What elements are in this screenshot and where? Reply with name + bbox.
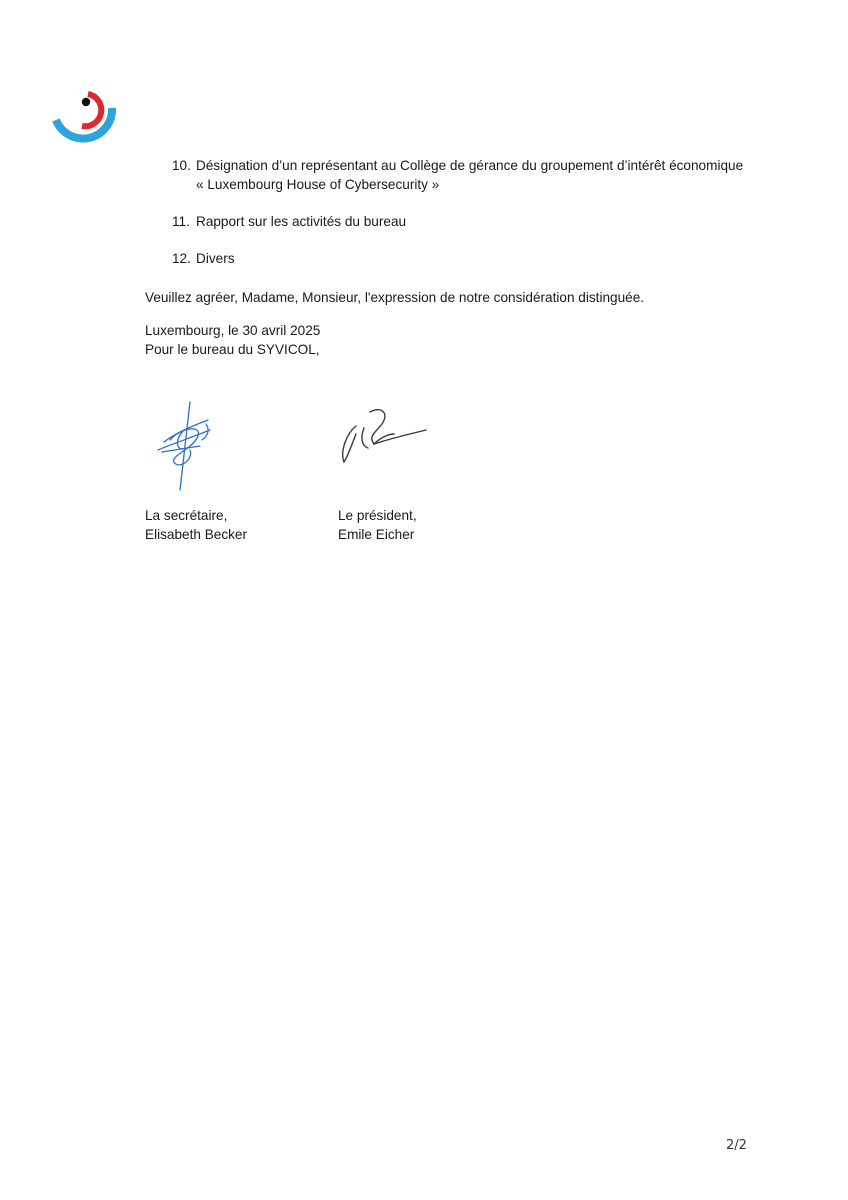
agenda-item-text: Rapport sur les activités du bureau [196, 214, 407, 229]
agenda-list [172, 156, 792, 268]
agenda-item-text: Désignation d’un représentant au Collège de gérance du groupement d’intérêt économique [196, 158, 744, 173]
agenda-item-10 [172, 156, 792, 194]
agenda-item-subtext: « Luxembourg House of Cybersecurity » [196, 177, 440, 192]
agenda-item-number: 12. [172, 251, 191, 266]
closing-formula: Veuillez agréer, Madame, Monsieur, l'expression de notre considération distinguée. [145, 290, 645, 305]
agenda-item-12 [172, 249, 792, 268]
bureau-line: Pour le bureau du SYVICOL, [145, 342, 320, 357]
signatory-name: Elisabeth Becker [145, 527, 248, 542]
syvicol-logo [50, 86, 120, 146]
page-number: 2/2 [726, 1138, 747, 1153]
agenda-item-number: 11. [172, 214, 190, 229]
signatory-role: La secrétaire, [145, 508, 228, 523]
signatory-secretary [145, 506, 247, 544]
signatory-role: Le président, [338, 508, 417, 523]
place-date: Luxembourg, le 30 avril 2025 [145, 323, 321, 338]
signatory-name: Emile Eicher [338, 527, 415, 542]
president-signature [334, 404, 430, 468]
agenda-item-text: Divers [196, 251, 235, 266]
agenda-item-number: 10. [172, 158, 191, 173]
secretary-signature [150, 400, 220, 492]
agenda-item-11 [172, 212, 792, 231]
signatory-president [338, 506, 417, 544]
